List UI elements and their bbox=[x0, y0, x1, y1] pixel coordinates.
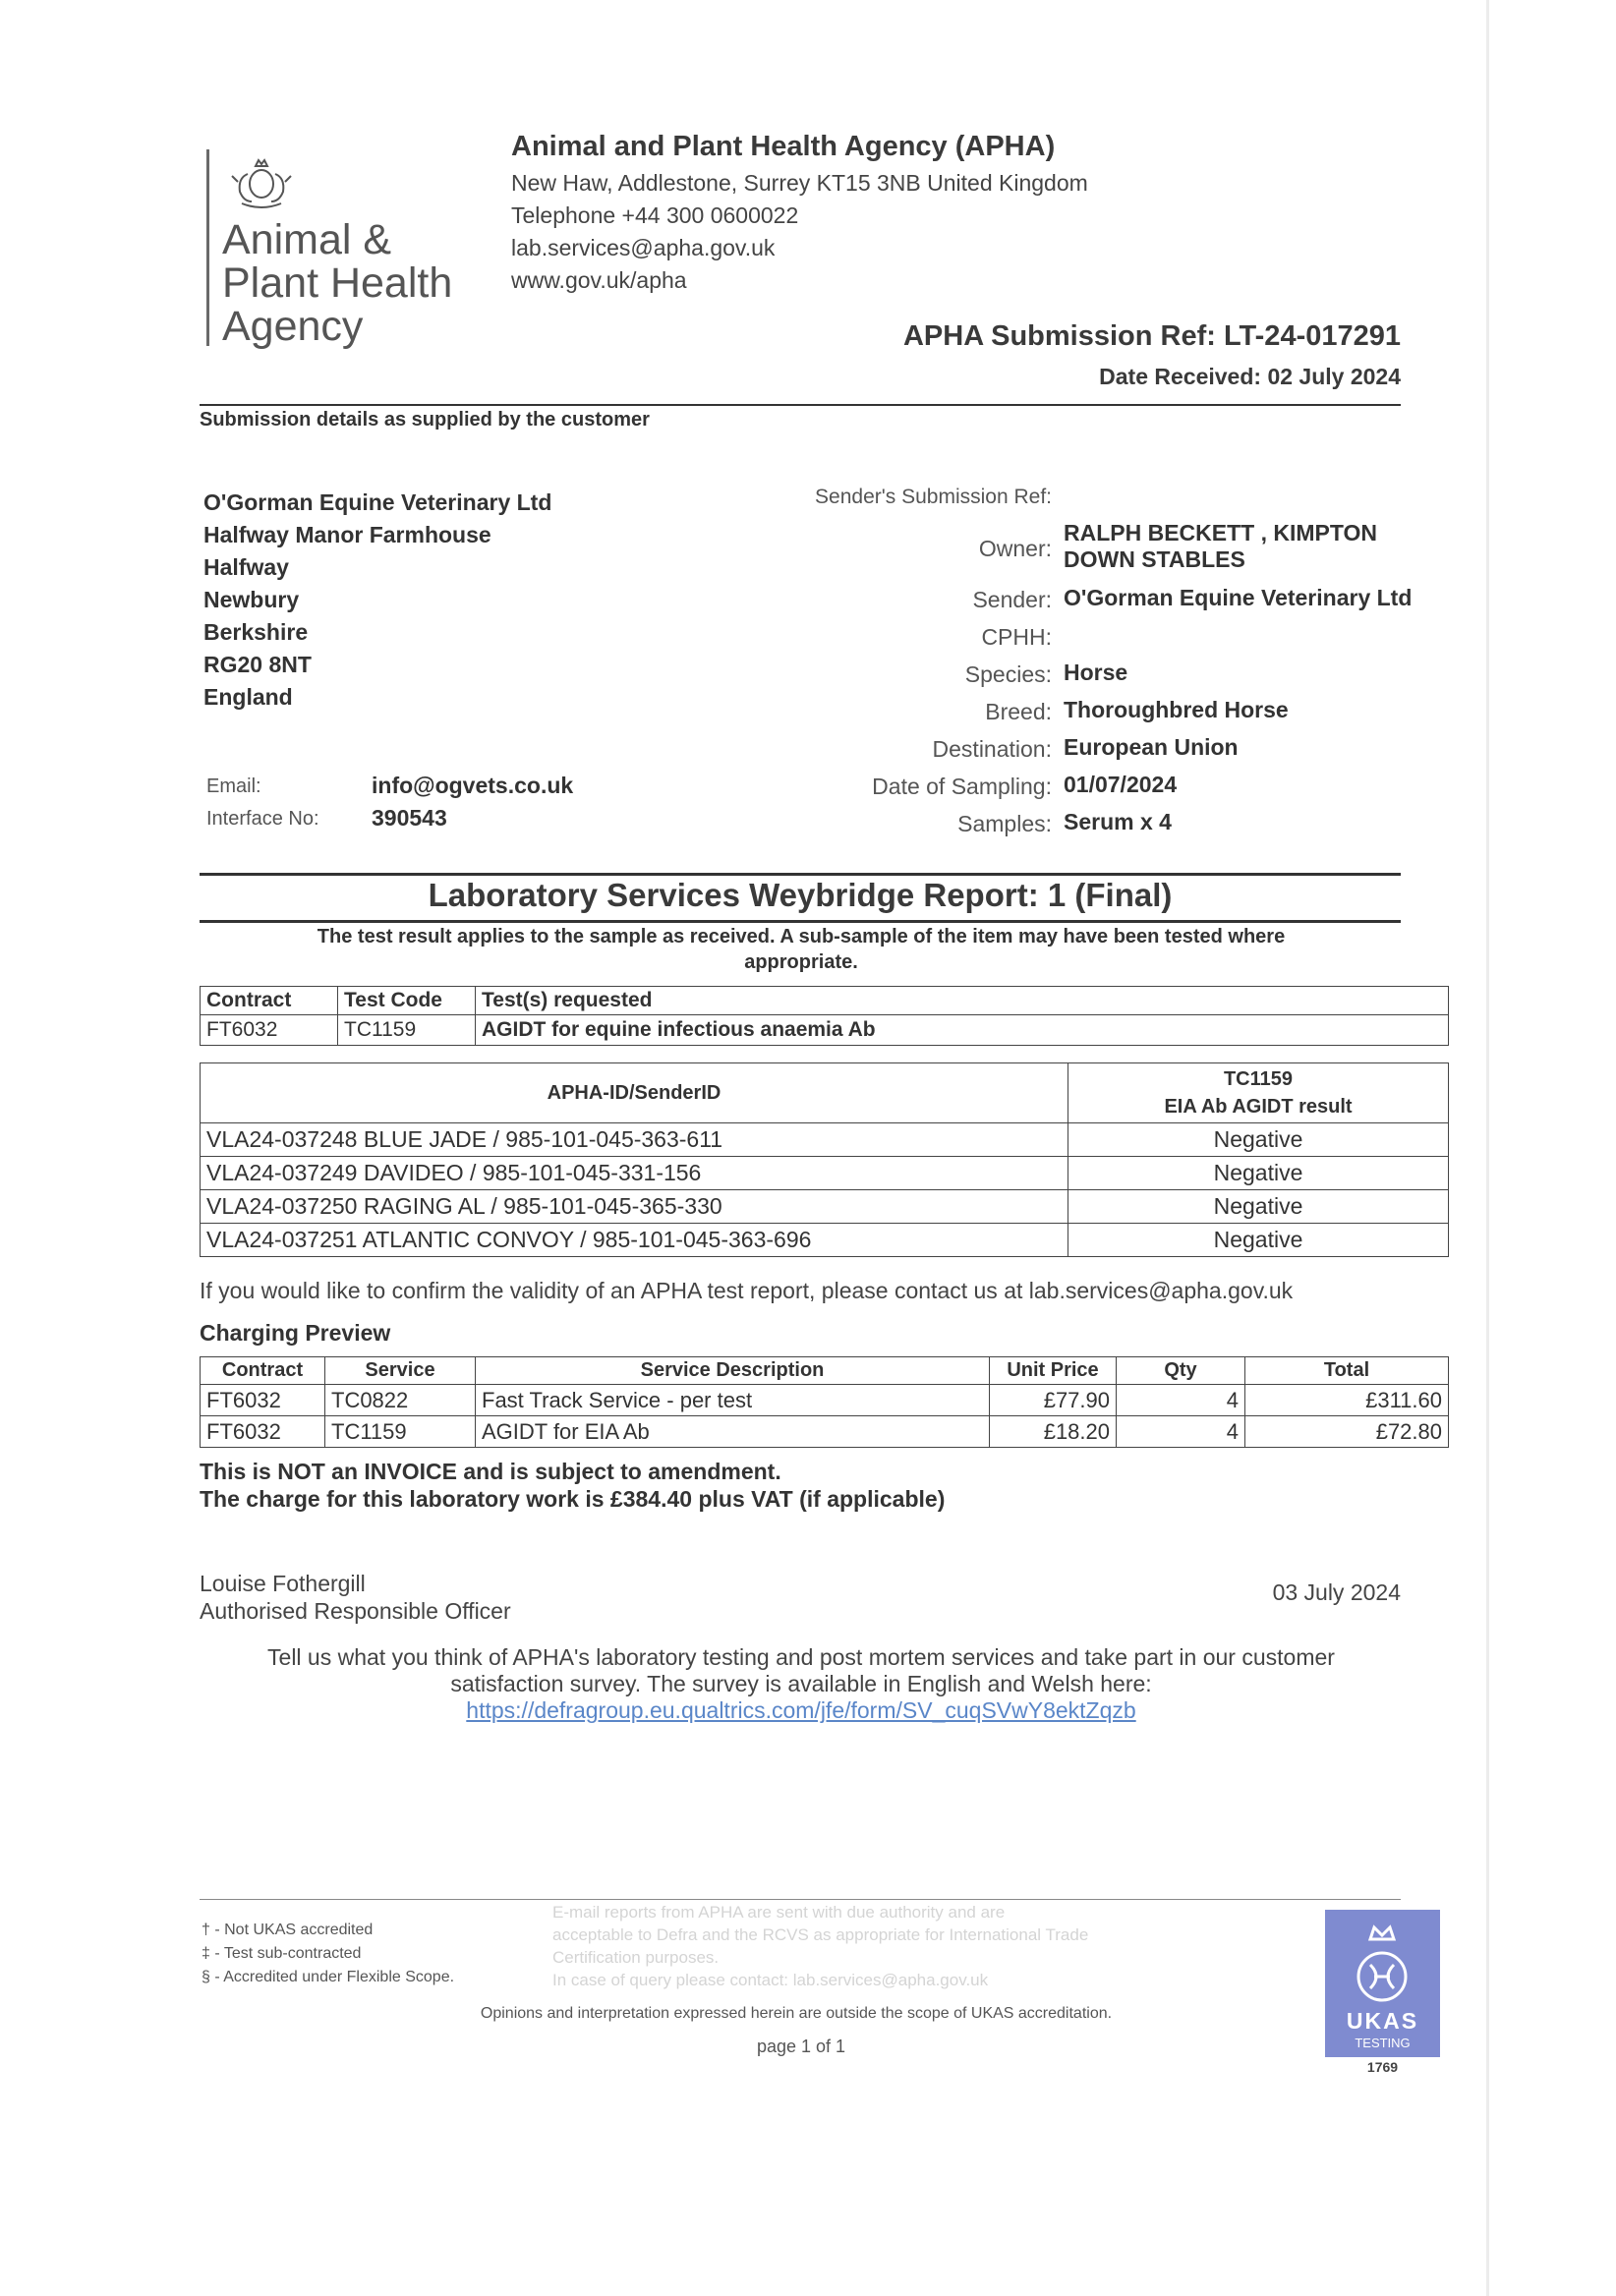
faded-line: E-mail reports from APHA are sent with due authority and are bbox=[552, 1903, 1006, 1922]
col-apha-id: APHA-ID/SenderID bbox=[201, 1063, 1068, 1123]
address-line: O'Gorman Equine Veterinary Ltd bbox=[203, 489, 552, 515]
col-contract: Contract bbox=[201, 987, 338, 1015]
email-label: Email: bbox=[206, 775, 261, 797]
agency-contact bbox=[511, 167, 1088, 297]
col-total: Total bbox=[1245, 1357, 1449, 1385]
interface-number: 390543 bbox=[372, 805, 447, 831]
faded-line: acceptable to Defra and the RCVS as appropriate for International Trade bbox=[552, 1925, 1089, 1944]
survey-note bbox=[216, 1644, 1386, 1724]
table-header-row bbox=[201, 987, 1449, 1015]
cell-service: TC1159 bbox=[325, 1416, 476, 1448]
owner-line: RALPH BECKETT , KIMPTON bbox=[1064, 520, 1378, 545]
address-line: RG20 8NT bbox=[203, 652, 312, 677]
logo-line: Agency bbox=[222, 303, 364, 350]
breed-label: Breed: bbox=[985, 699, 1052, 724]
species-value: Horse bbox=[1064, 660, 1128, 685]
samples-label: Samples: bbox=[957, 811, 1052, 836]
signatory-name: Louise Fothergill bbox=[200, 1571, 366, 1596]
table-row bbox=[201, 1416, 1449, 1448]
survey-line: Tell us what you think of APHA's laboratory testing and post mortem services and take part in our customer bbox=[267, 1644, 1335, 1670]
cell-result: Negative bbox=[1068, 1157, 1449, 1190]
ukas-number: 1769 bbox=[1366, 2059, 1399, 2075]
submission-ref: APHA Submission Ref: LT-24-017291 bbox=[902, 320, 1401, 352]
charge-total-line: The charge for this laboratory work is £384.40 plus VAT (if applicable) bbox=[200, 1486, 946, 1512]
ukas-scope-note: Opinions and interpretation expressed herein are outside the scope of UKAS accreditation. bbox=[480, 2005, 1113, 2022]
table-row bbox=[201, 1123, 1449, 1157]
cell-sample-id: VLA24-037248 BLUE JADE / 985-101-045-363-611 bbox=[201, 1123, 1068, 1157]
applies-line: appropriate. bbox=[744, 951, 858, 973]
sender-ref-label: Sender's Submission Ref: bbox=[815, 486, 1052, 508]
invoice-disclaimer bbox=[200, 1458, 945, 1513]
ukas-badge bbox=[1325, 1910, 1440, 2057]
report-rule-top bbox=[200, 873, 1401, 876]
samples-value: Serum x 4 bbox=[1064, 809, 1172, 834]
table-row bbox=[201, 1015, 1449, 1046]
address-line: Halfway bbox=[203, 554, 289, 580]
logo-line: Plant Health bbox=[222, 259, 453, 307]
email-authority-note bbox=[552, 1901, 1201, 1991]
table-row bbox=[201, 1157, 1449, 1190]
page-edge-shadow bbox=[1486, 0, 1489, 2296]
customer-email[interactable]: info@ogvets.co.uk bbox=[372, 773, 574, 798]
cell-unit-price: £77.90 bbox=[990, 1385, 1117, 1416]
cell-sample-id: VLA24-037251 ATLANTIC CONVOY / 985-101-045-363-696 bbox=[201, 1224, 1068, 1257]
result-name-header: EIA Ab AGIDT result bbox=[1164, 1096, 1353, 1118]
col-result bbox=[1068, 1063, 1449, 1123]
logo-line: Animal & bbox=[222, 216, 392, 263]
agency-telephone: Telephone +44 300 0600022 bbox=[511, 202, 799, 228]
breed-value: Thoroughbred Horse bbox=[1064, 697, 1289, 722]
address-line: Newbury bbox=[203, 587, 300, 612]
agency-address: New Haw, Addlestone, Surrey KT15 3NB United Kingdom bbox=[511, 170, 1088, 196]
ukas-name: UKAS bbox=[1346, 2008, 1419, 2034]
cell-sample-id: VLA24-037250 RAGING AL / 985-101-045-365-330 bbox=[201, 1190, 1068, 1224]
cell-service: TC0822 bbox=[325, 1385, 476, 1416]
footnote: ‡ - Test sub-contracted bbox=[202, 1945, 362, 1962]
cell-qty: 4 bbox=[1117, 1385, 1245, 1416]
cell-test-requested: AGIDT for equine infectious anaemia Ab bbox=[476, 1015, 1449, 1046]
cell-contract: FT6032 bbox=[201, 1385, 325, 1416]
table-header-row bbox=[201, 1063, 1449, 1123]
cell-test-code: TC1159 bbox=[338, 1015, 476, 1046]
interface-label: Interface No: bbox=[206, 808, 319, 830]
owner-value bbox=[1064, 520, 1377, 573]
cell-sample-id: VLA24-037249 DAVIDEO / 985-101-045-331-156 bbox=[201, 1157, 1068, 1190]
survey-line: satisfaction survey. The survey is available in English and Welsh here: bbox=[450, 1671, 1152, 1696]
faded-line: Certification purposes. bbox=[552, 1948, 720, 1967]
ukas-testing: TESTING bbox=[1355, 2036, 1411, 2050]
header-rule bbox=[200, 404, 1401, 406]
cell-contract: FT6032 bbox=[201, 1015, 338, 1046]
cell-total: £72.80 bbox=[1245, 1416, 1449, 1448]
cell-result: Negative bbox=[1068, 1123, 1449, 1157]
cell-result: Negative bbox=[1068, 1190, 1449, 1224]
table-row bbox=[201, 1385, 1449, 1416]
footnotes bbox=[202, 1919, 454, 1989]
sign-date: 03 July 2024 bbox=[1272, 1579, 1401, 1605]
cell-description: Fast Track Service - per test bbox=[476, 1385, 990, 1416]
agency-email[interactable]: lab.services@apha.gov.uk bbox=[511, 235, 776, 260]
result-code-header: TC1159 bbox=[1223, 1068, 1294, 1090]
applies-note bbox=[236, 924, 1366, 975]
customer-address bbox=[203, 487, 551, 714]
footnote: § - Accredited under Flexible Scope. bbox=[202, 1969, 455, 1985]
signatory bbox=[200, 1570, 511, 1625]
cell-qty: 4 bbox=[1117, 1416, 1245, 1448]
applies-line: The test result applies to the sample as received. A sub-sample of the item may have been tested where bbox=[317, 926, 1286, 947]
results-table bbox=[200, 1062, 1449, 1257]
table-header-row bbox=[201, 1357, 1449, 1385]
page-number: page 1 of 1 bbox=[756, 2037, 846, 2056]
footnote: † - Not UKAS accredited bbox=[202, 1922, 374, 1938]
faded-line: In case of query please contact: lab.services@apha.gov.uk bbox=[552, 1971, 989, 1989]
col-tests-requested: Test(s) requested bbox=[476, 987, 1449, 1015]
species-label: Species: bbox=[964, 661, 1052, 687]
confirm-validity-note: If you would like to confirm the validity of an APHA test report, please contact us at lab.services@apha.gov.uk bbox=[200, 1278, 1294, 1303]
royal-crest-icon bbox=[222, 152, 301, 216]
owner-label: Owner: bbox=[978, 536, 1052, 561]
cell-unit-price: £18.20 bbox=[990, 1416, 1117, 1448]
address-line: England bbox=[203, 684, 293, 710]
signatory-role: Authorised Responsible Officer bbox=[200, 1598, 511, 1624]
col-qty: Qty bbox=[1117, 1357, 1245, 1385]
survey-link[interactable]: https://defragroup.eu.qualtrics.com/jfe/form/SV_cuqSVwY8ektZqzb bbox=[466, 1697, 1136, 1723]
col-description: Service Description bbox=[476, 1357, 990, 1385]
sender-value: O'Gorman Equine Veterinary Ltd bbox=[1064, 585, 1413, 610]
date-received: Date Received: 02 July 2024 bbox=[1099, 364, 1401, 389]
address-line: Berkshire bbox=[203, 619, 309, 645]
logo-wordmark bbox=[222, 218, 452, 348]
agency-website[interactable]: www.gov.uk/apha bbox=[511, 267, 687, 293]
cell-total: £311.60 bbox=[1245, 1385, 1449, 1416]
sampling-date-label: Date of Sampling: bbox=[872, 774, 1052, 799]
cell-description: AGIDT for EIA Ab bbox=[476, 1416, 990, 1448]
table-row bbox=[201, 1224, 1449, 1257]
submission-caption: Submission details as supplied by the customer bbox=[200, 409, 650, 430]
destination-label: Destination: bbox=[932, 736, 1052, 762]
sender-label: Sender: bbox=[972, 587, 1052, 612]
col-contract: Contract bbox=[201, 1357, 325, 1385]
charging-preview-title: Charging Preview bbox=[200, 1320, 391, 1346]
cphh-label: CPHH: bbox=[981, 624, 1052, 650]
report-title: Laboratory Services Weybridge Report: 1 (Final) bbox=[428, 877, 1173, 913]
owner-line: DOWN STABLES bbox=[1064, 546, 1245, 572]
cell-result: Negative bbox=[1068, 1224, 1449, 1257]
col-service: Service bbox=[325, 1357, 476, 1385]
agency-name: Animal and Plant Health Agency (APHA) bbox=[511, 131, 1056, 162]
footer-rule bbox=[200, 1899, 1401, 1900]
cell-contract: FT6032 bbox=[201, 1416, 325, 1448]
sampling-date-value: 01/07/2024 bbox=[1064, 772, 1178, 797]
charging-table bbox=[200, 1356, 1449, 1448]
report-rule-bottom bbox=[200, 920, 1401, 923]
destination-value: European Union bbox=[1064, 734, 1239, 760]
table-row bbox=[201, 1190, 1449, 1224]
not-invoice-line: This is NOT an INVOICE and is subject to amendment. bbox=[200, 1459, 781, 1484]
col-unit-price: Unit Price bbox=[990, 1357, 1117, 1385]
logo-divider bbox=[206, 149, 209, 346]
address-line: Halfway Manor Farmhouse bbox=[203, 522, 491, 547]
col-test-code: Test Code bbox=[338, 987, 476, 1015]
contract-table bbox=[200, 986, 1449, 1046]
